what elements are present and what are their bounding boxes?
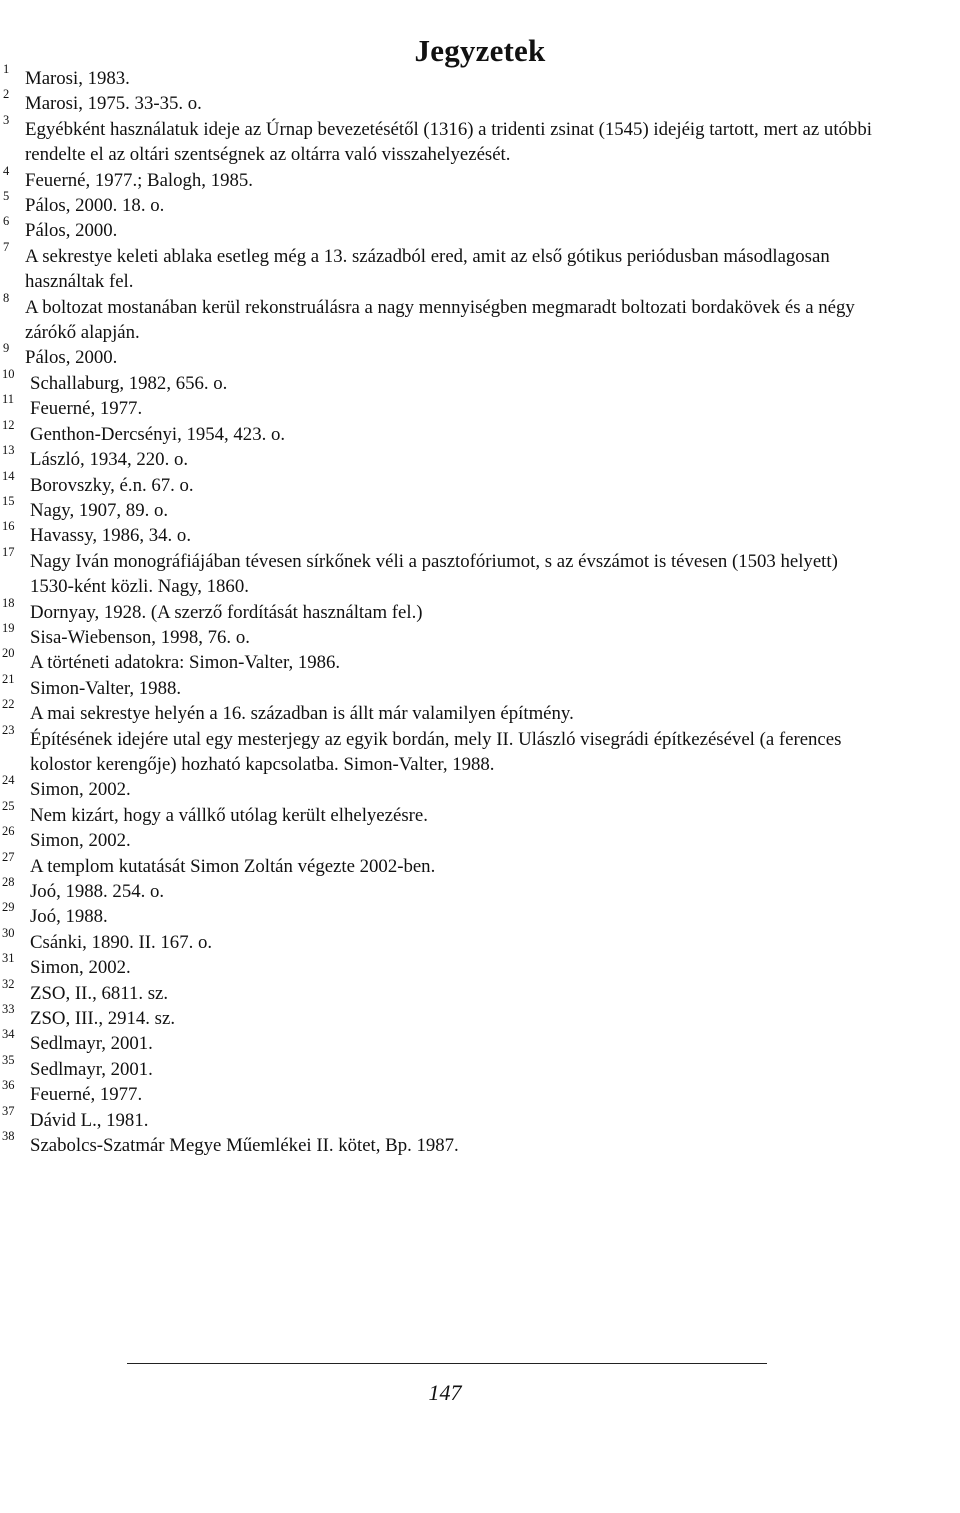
endnote-text: A sekrestye keleti ablaka esetleg még a 13. századból ered, amit az első gótikus periódusban másodlagosan használtak fel. — [25, 245, 830, 293]
endnote-number: 2 — [3, 87, 10, 102]
endnote-number: 30 — [2, 925, 15, 940]
endnote-item — [2, 824, 886, 853]
endnote-number: 36 — [2, 1078, 15, 1093]
endnote-number: 22 — [2, 697, 15, 712]
endnote-item — [2, 620, 886, 650]
endnotes-list — [2, 62, 886, 1158]
endnote-number: 9 — [3, 341, 10, 356]
endnote-number: 37 — [2, 1103, 15, 1118]
endnote-text: Schallaburg, 1982, 656. o. — [30, 372, 228, 394]
endnote-number: 31 — [2, 951, 15, 966]
endnote-text: Feuerné, 1977.; Balogh, 1985. — [25, 169, 253, 191]
endnote-text: ZSO, III., 2914. sz. — [30, 1008, 176, 1030]
endnote-number: 10 — [2, 366, 15, 381]
footer-rule — [127, 1363, 767, 1364]
endnote-text: Nagy Iván monográfiájában tévesen sírkőnek véli a pasztofóriumot, s az évszámot is tévesen (1503 helyett) 1530-ként közli. Nagy, 1860. — [30, 550, 838, 598]
endnote-item — [3, 163, 886, 193]
endnote-number: 11 — [2, 392, 15, 407]
endnote-text: Sedlmayr, 2001. — [30, 1058, 153, 1080]
endnote-text: Dávid L., 1981. — [30, 1109, 149, 1131]
endnote-item — [2, 443, 886, 472]
endnote-text: Szabolcs-Szatmár Megye Műemlékei II. kötet, Bp. 1987. — [30, 1135, 459, 1157]
endnote-text: Sedlmayr, 2001. — [30, 1033, 153, 1055]
endnote-number: 33 — [2, 1002, 15, 1017]
endnote-number: 7 — [3, 239, 10, 254]
endnote-number: 4 — [3, 163, 10, 178]
endnote-text: Pálos, 2000. — [25, 347, 118, 369]
endnote-number: 24 — [2, 773, 15, 788]
endnote-number: 34 — [2, 1027, 15, 1042]
endnote-number: 38 — [2, 1129, 15, 1144]
endnote-text: Marosi, 1983. — [25, 68, 130, 89]
endnote-item — [2, 798, 886, 828]
endnote-item — [3, 189, 886, 218]
endnote-item — [2, 722, 886, 778]
endnote-item — [2, 417, 886, 447]
endnote-text: Feuerné, 1977. — [30, 398, 143, 420]
endnote-item — [2, 697, 886, 726]
endnote-item — [2, 875, 886, 904]
endnote-text: Simon, 2002. — [30, 957, 131, 979]
endnote-item — [2, 468, 886, 498]
endnote-item — [3, 290, 886, 346]
endnote-number: 16 — [2, 519, 15, 534]
endnote-number: 25 — [2, 798, 15, 813]
endnote-item — [2, 1052, 886, 1082]
endnote-text: Joó, 1988. — [30, 906, 108, 928]
endnote-text: A boltozat mostanában kerül rekonstruálásra a nagy mennyiségben megmaradt boltozati bordakövek és a négy zárókő alapján. — [25, 296, 855, 344]
endnote-number: 6 — [3, 214, 10, 229]
endnote-item — [2, 671, 886, 701]
endnote-text: A templom kutatását Simon Zoltán végezte 2002-ben. — [30, 855, 436, 877]
endnote-text: Simon, 2002. — [30, 830, 131, 852]
endnote-item — [2, 1078, 886, 1107]
endnote-text: Pálos, 2000. — [25, 220, 118, 242]
endnote-number: 12 — [2, 417, 15, 432]
endnote-number: 28 — [2, 875, 15, 889]
endnote-text: Borovszky, é.n. 67. o. — [30, 474, 194, 496]
endnote-item — [3, 341, 886, 370]
endnote-text: A mai sekrestye helyén a 16. században is állt már valamilyen építmény. — [30, 703, 574, 725]
endnote-item — [3, 239, 886, 295]
endnote-item — [2, 849, 886, 879]
endnote-number: 3 — [3, 112, 10, 127]
page-title: Jegyzetek — [414, 32, 546, 68]
endnote-text: Egyébként használatuk ideje az Úrnap bevezetésétől (1316) a tridenti zsinat (1545) idejéig tartott, mert az utóbbi rendelte el az oltári szentségnek az oltárra való visszahelyezését. — [25, 118, 872, 166]
endnote-number: 21 — [2, 671, 15, 686]
endnote-text: Simon, 2002. — [30, 779, 131, 801]
endnote-text: László, 1934, 220. o. — [30, 449, 189, 471]
endnote-text: A történeti adatokra: Simon-Valter, 1986. — [30, 652, 341, 674]
endnote-number: 32 — [2, 976, 15, 991]
endnote-item — [2, 1027, 886, 1056]
endnote-item — [2, 493, 886, 523]
endnote-text: Nagy, 1907, 89. o. — [30, 499, 169, 521]
endnote-item — [2, 366, 886, 396]
endnote-text: Nem kizárt, hogy a vállkő utólag került elhelyezésre. — [30, 804, 428, 826]
endnote-text: Építésének idejére utal egy mesterjegy az egyik bordán, mely II. Ulászló visegrádi építkezésével (a ferences kolostor kerengője) hozható kapcsolatba. Simon-Valter, 1988. — [30, 728, 842, 775]
endnote-text: Feuerné, 1977. — [30, 1084, 143, 1106]
endnote-text: Simon-Valter, 1988. — [30, 677, 182, 699]
endnote-text: Sisa-Wiebenson, 1998, 76. o. — [30, 626, 250, 648]
endnote-item — [2, 976, 886, 1006]
page-number: 147 — [428, 1380, 462, 1405]
endnote-number: 35 — [2, 1052, 15, 1067]
endnote-text: Pálos, 2000. 18. o. — [25, 195, 165, 217]
endnote-number: 19 — [2, 620, 15, 635]
endnote-item — [2, 900, 886, 929]
endnote-text: Joó, 1988. 254. o. — [30, 881, 165, 902]
endnote-item — [2, 1129, 886, 1158]
endnote-text: Marosi, 1975. 33-35. o. — [25, 93, 202, 115]
endnote-item — [3, 62, 886, 91]
endnote-number: 15 — [2, 493, 15, 508]
endnote-number: 18 — [2, 595, 15, 610]
endnote-item — [3, 87, 886, 116]
endnote-item — [2, 951, 886, 980]
endnote-number: 14 — [2, 468, 15, 483]
endnote-item — [2, 925, 886, 955]
endnote-number: 5 — [3, 189, 10, 204]
endnote-item — [2, 595, 886, 625]
endnote-number: 20 — [2, 646, 15, 661]
endnote-text: ZSO, II., 6811. sz. — [30, 982, 169, 1004]
endnote-item — [2, 519, 886, 548]
endnote-number: 13 — [2, 443, 15, 458]
endnote-item — [2, 544, 886, 600]
endnote-number: 17 — [2, 544, 15, 559]
endnote-number: 27 — [2, 849, 15, 864]
endnote-number: 29 — [2, 900, 15, 915]
endnote-item — [2, 1103, 886, 1133]
endnote-item — [2, 1002, 886, 1031]
endnote-item — [3, 112, 886, 168]
endnote-number: 1 — [3, 62, 10, 76]
endnote-item — [2, 773, 886, 802]
endnote-text: Csánki, 1890. II. 167. o. — [30, 931, 213, 953]
endnote-text: Havassy, 1986, 34. o. — [30, 525, 192, 547]
endnote-number: 23 — [2, 722, 15, 737]
endnote-text: Genthon-Dercsényi, 1954, 423. o. — [30, 423, 286, 445]
endnote-number: 8 — [3, 290, 10, 305]
endnote-text: Dornyay, 1928. (A szerző fordítását használtam fel.) — [30, 601, 423, 623]
endnote-item — [2, 646, 886, 675]
endnote-number: 26 — [2, 824, 15, 839]
endnote-item — [3, 214, 886, 243]
endnote-item — [2, 392, 886, 421]
